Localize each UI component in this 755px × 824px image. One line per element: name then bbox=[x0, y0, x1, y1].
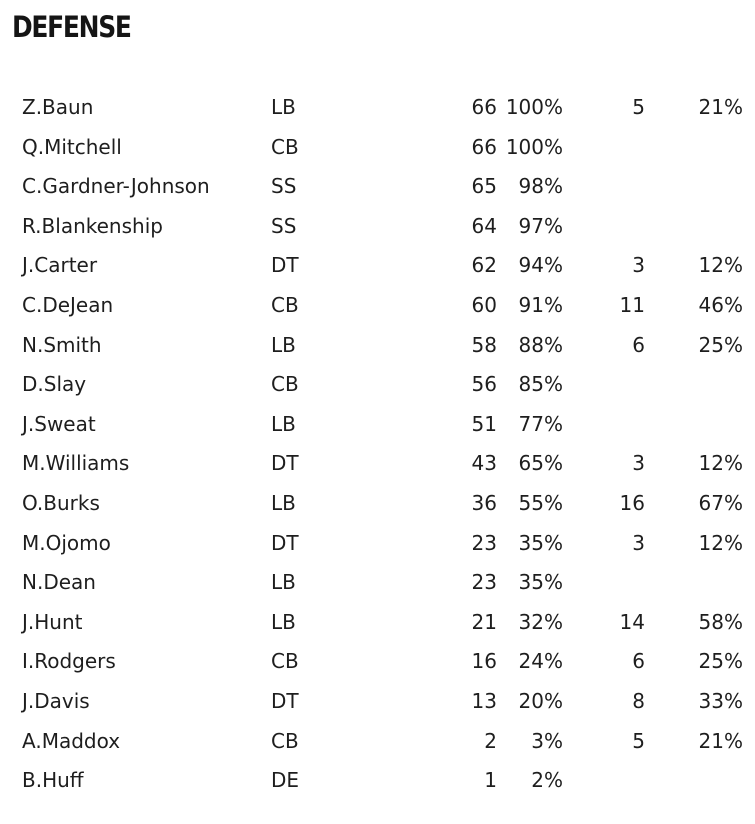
player-position: CB bbox=[271, 134, 299, 159]
player-position: DT bbox=[271, 451, 299, 476]
player-row bbox=[0, 88, 755, 128]
defense-snaps: 65 bbox=[471, 174, 497, 199]
player-row bbox=[0, 682, 755, 722]
player-name: N.Dean bbox=[22, 570, 96, 595]
special-teams-snap-percent: 25% bbox=[698, 332, 743, 357]
player-name: O.Burks bbox=[22, 490, 100, 515]
special-teams-snaps: 6 bbox=[632, 332, 645, 357]
special-teams-snap-percent: 33% bbox=[698, 688, 743, 713]
player-row bbox=[0, 128, 755, 168]
player-row bbox=[0, 286, 755, 326]
special-teams-snaps: 3 bbox=[632, 253, 645, 278]
special-teams-snap-percent: 67% bbox=[698, 490, 743, 515]
special-teams-snap-percent: 12% bbox=[698, 530, 743, 555]
defense-snap-percent: 88% bbox=[518, 332, 563, 357]
player-name: D.Slay bbox=[22, 372, 87, 397]
section-title: DEFENSE bbox=[12, 10, 131, 44]
defense-snap-percent: 24% bbox=[518, 649, 563, 674]
defense-snaps: 56 bbox=[471, 372, 497, 397]
player-name: Z.Baun bbox=[22, 95, 94, 119]
defense-snaps: 2 bbox=[484, 728, 497, 753]
player-position: LB bbox=[271, 411, 296, 436]
special-teams-snaps: 5 bbox=[632, 728, 645, 753]
defense-snap-percent: 55% bbox=[518, 490, 563, 515]
defense-snaps: 36 bbox=[471, 490, 497, 515]
defense-snaps: 62 bbox=[471, 253, 497, 278]
player-row bbox=[0, 326, 755, 366]
player-name: M.Williams bbox=[22, 451, 130, 476]
player-row bbox=[0, 246, 755, 286]
defense-snap-percent: 85% bbox=[518, 372, 563, 397]
special-teams-snaps: 3 bbox=[632, 530, 645, 555]
special-teams-snap-percent: 12% bbox=[698, 253, 743, 278]
defense-snap-percent: 91% bbox=[518, 292, 563, 317]
player-name: J.Carter bbox=[22, 253, 98, 278]
player-position: CB bbox=[271, 292, 299, 317]
player-position: SS bbox=[271, 213, 297, 238]
special-teams-snap-percent: 12% bbox=[698, 451, 743, 476]
defense-snaps: 23 bbox=[471, 570, 497, 595]
player-name: J.Davis bbox=[22, 688, 90, 713]
defense-snaps: 64 bbox=[471, 213, 497, 238]
player-position: DT bbox=[271, 688, 299, 713]
defense-snaps: 21 bbox=[471, 609, 497, 634]
player-name: I.Rodgers bbox=[22, 649, 116, 674]
player-position: LB bbox=[271, 490, 296, 515]
defense-snaps: 13 bbox=[471, 688, 497, 713]
player-position: DT bbox=[271, 253, 299, 278]
player-name: C.DeJean bbox=[22, 292, 114, 317]
defense-snaps: 23 bbox=[471, 530, 497, 555]
defense-snaps: 43 bbox=[471, 451, 497, 476]
defense-snaps: 1 bbox=[484, 768, 497, 793]
player-row bbox=[0, 444, 755, 484]
player-name: B.Huff bbox=[22, 768, 84, 793]
defense-snap-percent: 20% bbox=[518, 688, 563, 713]
special-teams-snap-percent: 25% bbox=[698, 649, 743, 674]
player-row bbox=[0, 722, 755, 762]
player-position: LB bbox=[271, 95, 296, 119]
defense-snap-percent: 100% bbox=[505, 95, 563, 119]
defense-snap-table bbox=[0, 88, 755, 801]
special-teams-snaps: 6 bbox=[632, 649, 645, 674]
player-position: LB bbox=[271, 570, 296, 595]
player-name: M.Ojomo bbox=[22, 530, 111, 555]
defense-snaps: 66 bbox=[471, 134, 497, 159]
special-teams-snap-percent: 21% bbox=[698, 95, 743, 119]
special-teams-snap-percent: 58% bbox=[698, 609, 743, 634]
player-position: LB bbox=[271, 332, 296, 357]
special-teams-snaps: 11 bbox=[619, 292, 645, 317]
defense-snap-percent: 97% bbox=[518, 213, 563, 238]
defense-snap-percent: 2% bbox=[531, 768, 563, 793]
player-row bbox=[0, 365, 755, 405]
defense-snaps: 51 bbox=[471, 411, 497, 436]
defense-snap-percent: 98% bbox=[518, 174, 563, 199]
special-teams-snap-percent: 46% bbox=[698, 292, 743, 317]
special-teams-snaps: 16 bbox=[619, 490, 645, 515]
defense-snap-percent: 3% bbox=[531, 728, 563, 753]
player-row bbox=[0, 167, 755, 207]
special-teams-snaps: 8 bbox=[632, 688, 645, 713]
player-row bbox=[0, 563, 755, 603]
player-name: C.Gardner-Johnson bbox=[22, 174, 210, 199]
player-name: Q.Mitchell bbox=[22, 134, 122, 159]
player-position: CB bbox=[271, 728, 299, 753]
player-row bbox=[0, 484, 755, 524]
player-position: LB bbox=[271, 609, 296, 634]
defense-snap-percent: 65% bbox=[518, 451, 563, 476]
player-row bbox=[0, 405, 755, 445]
player-row bbox=[0, 603, 755, 643]
defense-snap-percent: 77% bbox=[518, 411, 563, 436]
defense-snaps: 60 bbox=[471, 292, 497, 317]
player-name: J.Hunt bbox=[22, 609, 83, 634]
defense-snap-percent: 32% bbox=[518, 609, 563, 634]
defense-snap-percent: 94% bbox=[518, 253, 563, 278]
special-teams-snap-percent: 21% bbox=[698, 728, 743, 753]
defense-snap-percent: 100% bbox=[505, 134, 563, 159]
player-name: R.Blankenship bbox=[22, 213, 163, 238]
special-teams-snaps: 3 bbox=[632, 451, 645, 476]
player-position: CB bbox=[271, 649, 299, 674]
player-row bbox=[0, 207, 755, 247]
special-teams-snaps: 5 bbox=[632, 95, 645, 119]
player-position: SS bbox=[271, 174, 297, 199]
player-row bbox=[0, 642, 755, 682]
player-name: J.Sweat bbox=[22, 411, 96, 436]
player-position: CB bbox=[271, 372, 299, 397]
defense-snaps: 16 bbox=[471, 649, 497, 674]
player-name: N.Smith bbox=[22, 332, 102, 357]
player-row bbox=[0, 761, 755, 801]
defense-snap-percent: 35% bbox=[518, 570, 563, 595]
defense-snaps: 58 bbox=[471, 332, 497, 357]
player-position: DT bbox=[271, 530, 299, 555]
player-position: DE bbox=[271, 768, 300, 793]
special-teams-snaps: 14 bbox=[619, 609, 645, 634]
defense-snap-percent: 35% bbox=[518, 530, 563, 555]
player-name: A.Maddox bbox=[22, 728, 121, 753]
player-row bbox=[0, 524, 755, 564]
defense-snaps: 66 bbox=[471, 95, 497, 119]
